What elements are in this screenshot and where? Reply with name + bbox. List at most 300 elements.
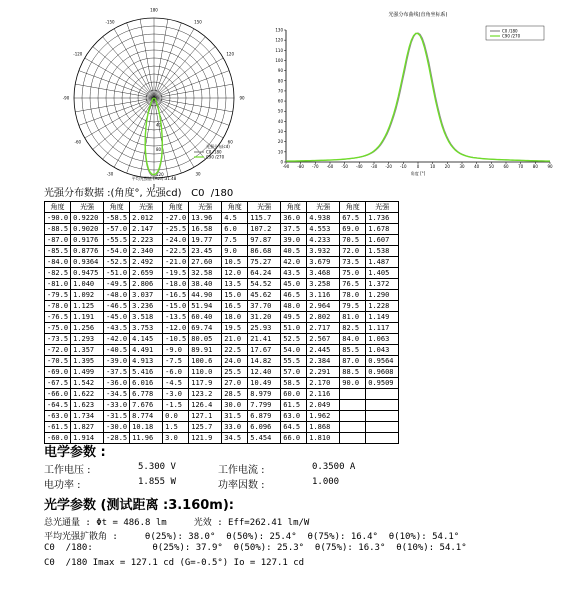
polar-series-line — [145, 98, 162, 175]
table-cell: 72.0 — [340, 246, 366, 257]
curve-y-tick-label: 130 — [275, 27, 283, 33]
table-cell: 2.445 — [307, 345, 340, 356]
imax-line: C0 /180 Imax = 127.1 cd (G=-0.5°) Io = 127.1 cd — [44, 558, 305, 568]
table-cell: -79.5 — [45, 290, 71, 301]
table-cell: -6.0 — [163, 367, 189, 378]
table-cell: -55.5 — [104, 235, 130, 246]
table-cell: 1.125 — [71, 301, 104, 312]
table-cell: 18.0 — [222, 312, 248, 323]
curve-y-tick-label: 30 — [277, 129, 283, 135]
table-cell: 21.0 — [222, 334, 248, 345]
table-cell: 33.0 — [222, 422, 248, 433]
table-cell: 3.236 — [130, 301, 163, 312]
table-cell: 1.487 — [366, 257, 399, 268]
table-cell: 89.91 — [189, 345, 222, 356]
table-cell: 19.5 — [222, 323, 248, 334]
table-cell: -24.0 — [163, 235, 189, 246]
table-header-cell: 光强 — [366, 202, 399, 213]
table-cell: 10.5 — [222, 257, 248, 268]
table-cell: -67.5 — [45, 378, 71, 389]
table-cell: 2.012 — [130, 213, 163, 224]
table-cell: 64.24 — [248, 268, 281, 279]
table-row — [45, 334, 399, 345]
table-row — [45, 389, 399, 400]
table-cell: -88.5 — [45, 224, 71, 235]
curve-x-tick-label: 50 — [488, 164, 494, 169]
table-cell: 1.868 — [307, 422, 340, 433]
curve-x-tick-label: -70 — [312, 164, 319, 169]
table-cell: 27.60 — [189, 257, 222, 268]
table-cell: 1.914 — [71, 433, 104, 444]
table-cell: 1.149 — [366, 312, 399, 323]
table-header-cell: 角度 — [104, 202, 130, 213]
table-cell: 67.5 — [340, 213, 366, 224]
table-cell: 44.90 — [189, 290, 222, 301]
table-cell: 1.810 — [307, 433, 340, 444]
table-cell — [340, 422, 366, 433]
table-cell: 1.622 — [71, 389, 104, 400]
table-cell: -69.0 — [45, 367, 71, 378]
table-cell: 19.77 — [189, 235, 222, 246]
intensity-curve-svg — [268, 2, 558, 182]
table-cell: -16.5 — [163, 290, 189, 301]
table-cell: -43.5 — [104, 323, 130, 334]
table-cell: 42.0 — [281, 257, 307, 268]
table-cell: 1.290 — [366, 290, 399, 301]
table-cell: 3.753 — [130, 323, 163, 334]
table-cell: 84.0 — [340, 334, 366, 345]
table-cell: 75.0 — [340, 268, 366, 279]
table-cell: 1.499 — [71, 367, 104, 378]
table-cell: 61.5 — [281, 400, 307, 411]
table-row — [45, 301, 399, 312]
table-cell: 3.258 — [307, 279, 340, 290]
table-cell: 85.5 — [340, 345, 366, 356]
table-cell: 1.538 — [366, 246, 399, 257]
polar-angle-label: -150 — [105, 19, 115, 25]
curve-y-tick-label: 90 — [277, 68, 283, 74]
table-cell — [340, 433, 366, 444]
table-cell: -15.0 — [163, 301, 189, 312]
table-cell: 49.5 — [281, 312, 307, 323]
table-cell: -57.0 — [104, 224, 130, 235]
table-cell: -18.0 — [163, 279, 189, 290]
optical-title: 光学参数 (测试距离 :3.160m): — [44, 498, 234, 513]
table-cell: 3.468 — [307, 268, 340, 279]
table-cell: 73.5 — [340, 257, 366, 268]
table-cell: 10.49 — [248, 378, 281, 389]
table-cell: 39.0 — [281, 235, 307, 246]
table-cell: 55.5 — [281, 356, 307, 367]
table-cell: 6.016 — [130, 378, 163, 389]
polar-angle-label: -60 — [74, 139, 82, 145]
table-cell: -90.0 — [45, 213, 71, 224]
table-cell: 4.145 — [130, 334, 163, 345]
voltage-value: 5.300 V — [138, 462, 176, 472]
table-cell: 1.736 — [366, 213, 399, 224]
table-cell: 1.293 — [71, 334, 104, 345]
polar-footer: 平均光强值 (Ave):31.48 — [131, 176, 177, 181]
table-header-cell: 光强 — [307, 202, 340, 213]
table-cell: 1.827 — [71, 422, 104, 433]
table-cell: 6.096 — [248, 422, 281, 433]
table-cell: 13.96 — [189, 213, 222, 224]
table-cell: -30.0 — [104, 422, 130, 433]
polar-angle-label: -120 — [73, 51, 83, 57]
table-cell: -70.5 — [45, 356, 71, 367]
table-cell: -82.5 — [45, 268, 71, 279]
curve-x-tick-label: -60 — [326, 164, 334, 169]
curve-x-tick-label: 0 — [416, 164, 420, 169]
table-cell: -13.5 — [163, 312, 189, 323]
table-row — [45, 246, 399, 257]
polar-angle-label: -30 — [106, 171, 114, 177]
table-cell: 2.384 — [307, 356, 340, 367]
table-cell: 4.491 — [130, 345, 163, 356]
intensity-data-table — [44, 201, 399, 444]
table-cell: 2.659 — [130, 268, 163, 279]
table-cell: 1.063 — [366, 334, 399, 345]
table-cell: 16.5 — [222, 301, 248, 312]
table-cell: -84.0 — [45, 257, 71, 268]
table-cell: 1.962 — [307, 411, 340, 422]
table-cell: 2.717 — [307, 323, 340, 334]
table-cell — [366, 400, 399, 411]
table-cell: 12.40 — [248, 367, 281, 378]
table-cell: 0.0 — [163, 411, 189, 422]
c0-spread-line: C0 /180: θ(25%): 37.9° θ(50%): 25.3° θ(75%): 16.3° θ(10%): 54.1° — [44, 543, 467, 553]
table-cell: 117.9 — [189, 378, 222, 389]
table-cell: 8.979 — [248, 389, 281, 400]
table-cell: 0.9509 — [366, 378, 399, 389]
table-cell: 1.040 — [71, 279, 104, 290]
table-cell: 3.518 — [130, 312, 163, 323]
table-cell: 51.94 — [189, 301, 222, 312]
table-cell: 34.5 — [222, 433, 248, 444]
table-row — [45, 411, 399, 422]
table-cell: 37.70 — [248, 301, 281, 312]
table-cell: 40.5 — [281, 246, 307, 257]
curve-x-tick-label: -20 — [385, 164, 392, 169]
table-cell: 5.454 — [248, 433, 281, 444]
table-cell: 38.40 — [189, 279, 222, 290]
table-cell: 3.0 — [163, 433, 189, 444]
table-cell — [340, 400, 366, 411]
table-cell: 123.2 — [189, 389, 222, 400]
table-cell: 3.679 — [307, 257, 340, 268]
table-cell: -42.0 — [104, 334, 130, 345]
polar-radial-tick-label: 40 — [156, 122, 162, 128]
table-cell: -28.5 — [104, 433, 130, 444]
polar-legend-label: C90 /270 — [206, 154, 225, 160]
table-cell: 78.0 — [340, 290, 366, 301]
table-cell: 0.9220 — [71, 213, 104, 224]
table-header-row — [45, 202, 399, 213]
table-cell: 45.0 — [281, 279, 307, 290]
curve-y-tick-label: 100 — [275, 57, 283, 63]
table-cell: -36.0 — [104, 378, 130, 389]
table-cell: -4.5 — [163, 378, 189, 389]
curve-y-tick-label: 120 — [275, 37, 283, 43]
table-cell: 21.41 — [248, 334, 281, 345]
table-cell: 32.58 — [189, 268, 222, 279]
table-cell: 5.416 — [130, 367, 163, 378]
table-cell: -1.5 — [163, 400, 189, 411]
table-cell: 1.372 — [366, 279, 399, 290]
table-cell: 2.567 — [307, 334, 340, 345]
table-cell: -37.5 — [104, 367, 130, 378]
table-header-cell: 光强 — [248, 202, 281, 213]
flux-line: 总光通量 : Φt = 486.8 lm 光效 : Eff=262.41 lm/W — [44, 518, 310, 528]
table-cell — [340, 411, 366, 422]
curve-y-tick-label: 40 — [277, 118, 283, 124]
curve-x-tick-label: -90 — [282, 164, 290, 169]
polar-legend-label: C0 /180 — [206, 149, 222, 155]
table-cell: 23.45 — [189, 246, 222, 257]
table-cell: -31.5 — [104, 411, 130, 422]
table-cell: 1.117 — [366, 323, 399, 334]
table-cell: 7.5 — [222, 235, 248, 246]
table-cell: 27.0 — [222, 378, 248, 389]
table-cell: 1.357 — [71, 345, 104, 356]
table-cell: 3.116 — [307, 290, 340, 301]
table-cell: -49.5 — [104, 279, 130, 290]
table-cell: 54.52 — [248, 279, 281, 290]
table-cell: 8.774 — [130, 411, 163, 422]
intensity-curve-chart — [268, 2, 558, 182]
table-cell — [366, 389, 399, 400]
curve-x-tick-label: 80 — [532, 164, 538, 169]
table-cell: -51.0 — [104, 268, 130, 279]
table-cell: 28.5 — [222, 389, 248, 400]
table-cell: 107.2 — [248, 224, 281, 235]
table-cell: 2.340 — [130, 246, 163, 257]
curve-x-tick-label: -80 — [297, 164, 304, 169]
table-cell: 30.0 — [222, 400, 248, 411]
table-header-cell: 角度 — [222, 202, 248, 213]
curve-x-tick-label: 60 — [503, 164, 509, 169]
table-cell: 1.191 — [71, 312, 104, 323]
table-cell — [340, 389, 366, 400]
table-header-cell: 光强 — [130, 202, 163, 213]
table-cell: 7.676 — [130, 400, 163, 411]
table-cell: -19.5 — [163, 268, 189, 279]
table-cell: -34.5 — [104, 389, 130, 400]
table-cell: 1.256 — [71, 323, 104, 334]
table-row — [45, 323, 399, 334]
curve-series-line — [286, 33, 550, 161]
table-cell: 1.092 — [71, 290, 104, 301]
table-cell: -87.0 — [45, 235, 71, 246]
table-cell: 2.806 — [130, 279, 163, 290]
table-row — [45, 345, 399, 356]
table-cell: 60.40 — [189, 312, 222, 323]
curve-x-tick-label: 10 — [430, 164, 436, 169]
curve-legend-label: C90 /270 — [502, 33, 521, 39]
curve-y-tick-label: 60 — [277, 98, 283, 104]
power-factor-label: 功率因数 : — [218, 480, 265, 491]
curve-x-tick-label: 70 — [518, 164, 524, 169]
table-cell: 6.0 — [222, 224, 248, 235]
table-cell: -9.0 — [163, 345, 189, 356]
polar-angle-label: 150 — [194, 19, 202, 25]
table-cell: 76.5 — [340, 279, 366, 290]
table-cell: -7.5 — [163, 356, 189, 367]
table-cell: 110.0 — [189, 367, 222, 378]
table-cell: 2.223 — [130, 235, 163, 246]
curve-x-tick-label: 90 — [547, 164, 553, 169]
table-cell: 2.170 — [307, 378, 340, 389]
curve-y-tick-label: 20 — [277, 139, 283, 145]
table-row — [45, 312, 399, 323]
table-cell: -66.0 — [45, 389, 71, 400]
table-cell: 90.0 — [340, 378, 366, 389]
polar-angle-label: 0 — [152, 183, 156, 189]
table-header-cell: 角度 — [340, 202, 366, 213]
table-cell: -22.5 — [163, 246, 189, 257]
curve-y-tick-label: 0 — [280, 159, 283, 165]
table-cell: 2.147 — [130, 224, 163, 235]
table-cell: 121.9 — [189, 433, 222, 444]
table-cell: 7.799 — [248, 400, 281, 411]
table-cell: -46.5 — [104, 301, 130, 312]
table-header-cell: 光强 — [71, 202, 104, 213]
table-cell: 25.93 — [248, 323, 281, 334]
table-cell: 4.5 — [222, 213, 248, 224]
curve-x-tick-label: -10 — [400, 164, 407, 169]
table-row — [45, 356, 399, 367]
polar-chart-svg — [2, 2, 262, 189]
table-cell: -72.0 — [45, 345, 71, 356]
table-cell: 64.5 — [281, 422, 307, 433]
table-header-cell: 角度 — [281, 202, 307, 213]
table-cell: -64.5 — [45, 400, 71, 411]
polar-angle-label: -90 — [62, 95, 70, 101]
table-cell: 2.802 — [307, 312, 340, 323]
table-cell: 1.678 — [366, 224, 399, 235]
table-cell: 24.0 — [222, 356, 248, 367]
table-cell: 13.5 — [222, 279, 248, 290]
curve-x-tick-label: -30 — [370, 164, 378, 169]
table-cell: 127.1 — [189, 411, 222, 422]
table-cell: 1.043 — [366, 345, 399, 356]
table-cell: 79.5 — [340, 301, 366, 312]
table-cell: 4.913 — [130, 356, 163, 367]
table-cell: 11.96 — [130, 433, 163, 444]
table-cell: 1.405 — [366, 268, 399, 279]
table-cell: 80.05 — [189, 334, 222, 345]
table-cell: 37.5 — [281, 224, 307, 235]
table-cell: 31.20 — [248, 312, 281, 323]
table-row — [45, 213, 399, 224]
table-cell: 46.5 — [281, 290, 307, 301]
table-cell: -78.0 — [45, 301, 71, 312]
curve-series-line — [286, 33, 550, 161]
table-cell: 3.037 — [130, 290, 163, 301]
polar-angle-label: 180 — [150, 7, 158, 13]
polar-radial-tick-label: 80 — [156, 147, 162, 153]
curve-y-tick-label: 10 — [277, 149, 283, 155]
table-cell: -45.0 — [104, 312, 130, 323]
table-cell: -21.0 — [163, 257, 189, 268]
table-cell: 15.0 — [222, 290, 248, 301]
curve-y-tick-label: 50 — [277, 108, 283, 114]
table-cell: 2.116 — [307, 389, 340, 400]
table-cell: -75.0 — [45, 323, 71, 334]
table-cell: 2.291 — [307, 367, 340, 378]
table-row — [45, 279, 399, 290]
power-value: 1.855 W — [138, 477, 176, 487]
table-cell: 60.0 — [281, 389, 307, 400]
table-cell: -85.5 — [45, 246, 71, 257]
curve-x-tick-label: 30 — [459, 164, 465, 169]
table-cell: 31.5 — [222, 411, 248, 422]
table-cell: 4.938 — [307, 213, 340, 224]
curve-x-tick-label: 20 — [444, 164, 450, 169]
table-row — [45, 422, 399, 433]
table-cell: -10.5 — [163, 334, 189, 345]
table-row — [45, 290, 399, 301]
table-cell: 2.492 — [130, 257, 163, 268]
table-cell: -61.5 — [45, 422, 71, 433]
table-cell: 0.9564 — [366, 356, 399, 367]
table-cell: 88.5 — [340, 367, 366, 378]
table-cell: 6.778 — [130, 389, 163, 400]
intensity-data-title: 光强分布数据 :(角度°, 光强cd) C0 /180 — [44, 188, 234, 199]
table-cell: -40.5 — [104, 345, 130, 356]
curve-chart-title: 光强分布曲线(直角坐标系) — [388, 12, 448, 18]
polar-radial-tick-label: 120 — [156, 171, 164, 177]
table-cell: 81.0 — [340, 312, 366, 323]
table-cell: 14.82 — [248, 356, 281, 367]
polar-angle-label: 30 — [195, 171, 201, 177]
table-cell: -63.0 — [45, 411, 71, 422]
table-cell: 86.68 — [248, 246, 281, 257]
table-row — [45, 378, 399, 389]
table-cell: 0.9608 — [366, 367, 399, 378]
table-cell: 0.9020 — [71, 224, 104, 235]
table-cell: 51.0 — [281, 323, 307, 334]
table-row — [45, 257, 399, 268]
table-header-cell: 光强 — [189, 202, 222, 213]
polar-angle-label: 60 — [227, 139, 233, 145]
table-cell: 70.5 — [340, 235, 366, 246]
table-cell: 25.5 — [222, 367, 248, 378]
table-cell: 10.18 — [130, 422, 163, 433]
table-cell: 125.7 — [189, 422, 222, 433]
curve-y-tick-label: 110 — [275, 47, 283, 53]
power-label: 电功率 : — [44, 480, 81, 491]
table-cell: 54.0 — [281, 345, 307, 356]
table-cell: -73.5 — [45, 334, 71, 345]
table-cell: 1.542 — [71, 378, 104, 389]
table-cell: 1.395 — [71, 356, 104, 367]
table-cell: 1.607 — [366, 235, 399, 246]
table-cell: 1.5 — [163, 422, 189, 433]
table-cell: 22.5 — [222, 345, 248, 356]
table-cell: 4.553 — [307, 224, 340, 235]
table-cell: 57.0 — [281, 367, 307, 378]
power-factor-value: 1.000 — [312, 477, 340, 487]
voltage-label: 工作电压 : — [44, 465, 91, 476]
table-cell: 36.0 — [281, 213, 307, 224]
avg-spread-line: 平均光强扩散角 : θ(25%): 38.0° θ(50%): 25.4° θ(75%): 16.4° θ(10%): 54.1° — [44, 532, 460, 542]
table-cell: 63.0 — [281, 411, 307, 422]
table-cell: 82.5 — [340, 323, 366, 334]
table-cell: 45.62 — [248, 290, 281, 301]
current-value: 0.3500 A — [312, 462, 356, 472]
table-row — [45, 235, 399, 246]
